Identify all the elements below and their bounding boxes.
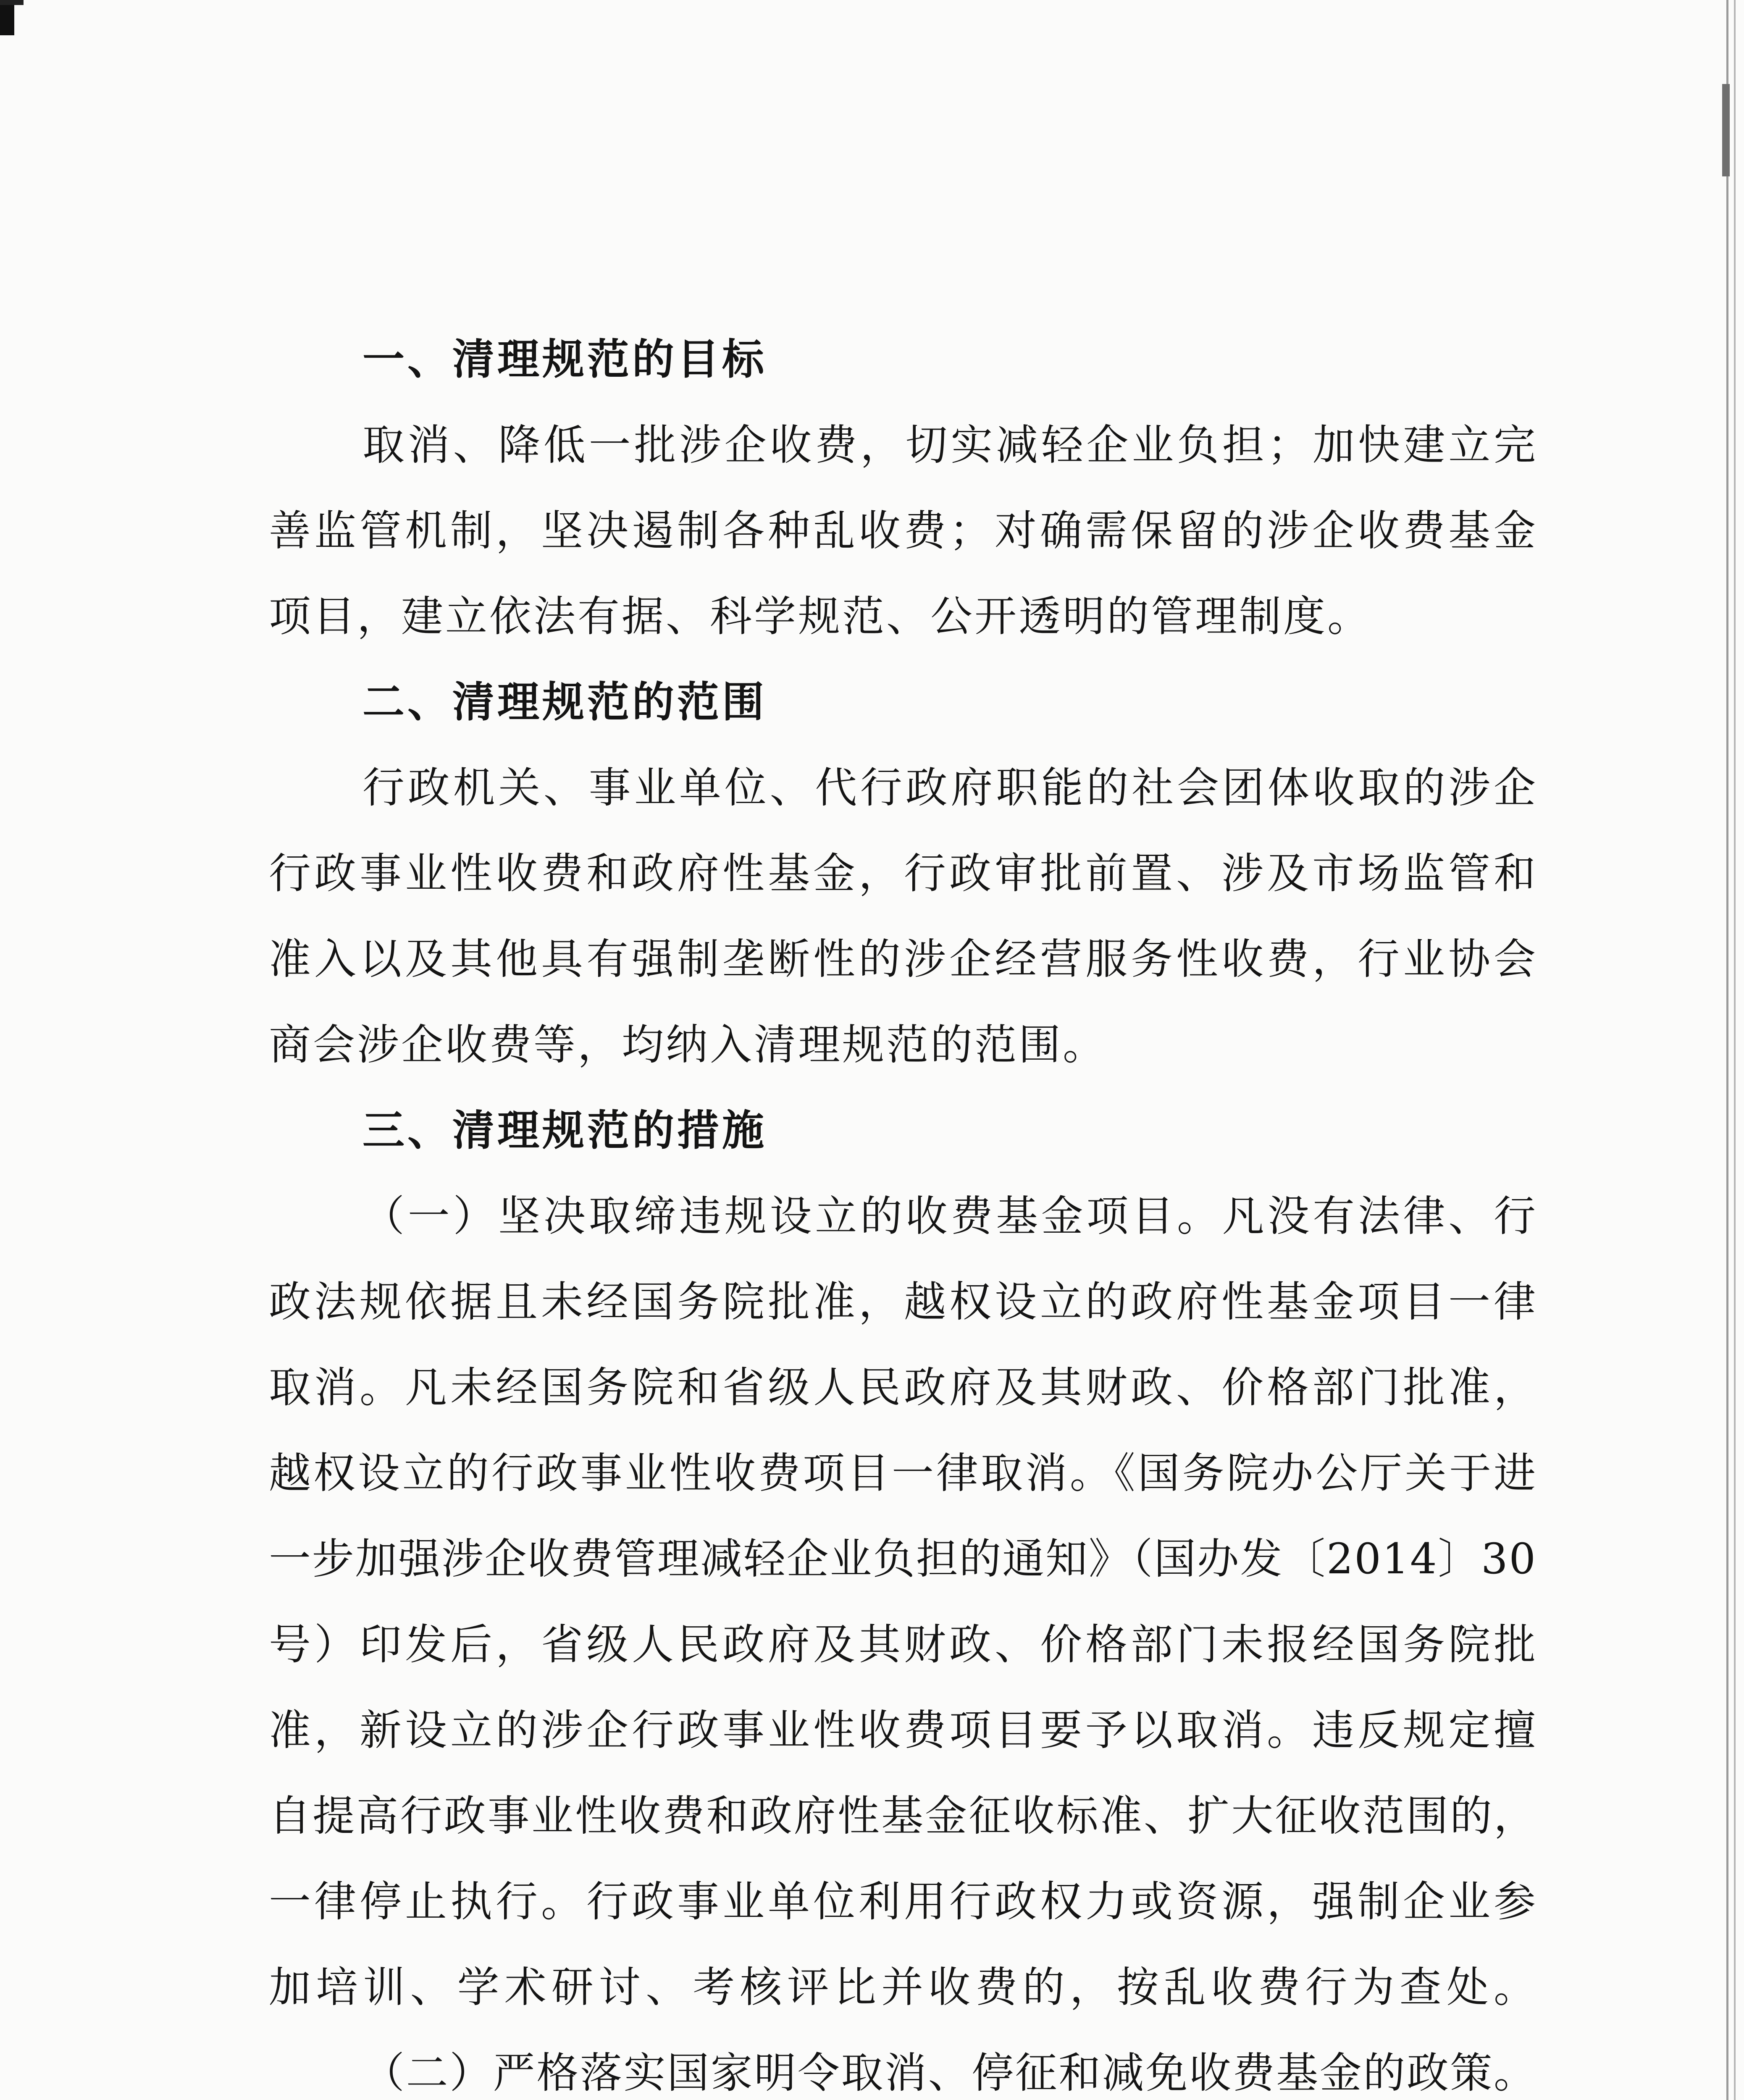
paragraph-line: 商会涉企收费等，均纳入清理规范的范围。: [269, 1020, 1107, 1069]
paragraph-line: 准入以及其他具有强制垄断性的涉企经营服务性收费，行业协会: [269, 934, 1539, 984]
scan-corner-mark: [0, 0, 14, 35]
paragraph-line: 准，新设立的涉企行政事业性收费项目要予以取消。违反规定擅: [269, 1706, 1539, 1755]
paragraph-line: （一）坚决取缔违规设立的收费基金项目。凡没有法律、行: [362, 1192, 1539, 1241]
document-body: [269, 317, 1541, 2100]
paragraph-line: 善监管机制，坚决遏制各种乱收费；对确需保留的涉企收费基金: [269, 506, 1539, 555]
section-heading: 二、清理规范的范围: [362, 677, 767, 727]
paragraph-line: 一步加强涉企收费管理减轻企业负担的通知》（国办发〔2014〕30: [269, 1534, 1537, 1583]
scan-right-edge-shadow: [1722, 84, 1730, 176]
paragraph-line: 号）印发后，省级人民政府及其财政、价格部门未报经国务院批: [269, 1620, 1539, 1669]
paragraph-line: 取消、降低一批涉企收费，切实减轻企业负担；加快建立完: [362, 420, 1539, 470]
paragraph-line: 加培训、学术研讨、考核评比并收费的，按乱收费行为查处。: [269, 1963, 1541, 2012]
paragraph-line: （二）严格落实国家明令取消、停征和减免收费基金的政策。: [362, 2048, 1537, 2097]
paragraph-line: 一律停止执行。行政事业单位利用行政权力或资源，强制企业参: [269, 1877, 1539, 1926]
paragraph-line: 越权设立的行政事业性收费项目一律取消。《国务院办公厅关于进: [269, 1449, 1538, 1498]
paragraph-line: 行政事业性收费和政府性基金，行政审批前置、涉及市场监管和: [269, 849, 1539, 898]
section-heading: 三、清理规范的措施: [362, 1106, 767, 1155]
scan-corner-mark: [0, 0, 24, 5]
paragraph-line: 取消。凡未经国务院和省级人民政府及其财政、价格部门批准，: [269, 1363, 1539, 1412]
scan-right-edge: [1726, 0, 1728, 2100]
paragraph-line: 项目，建立依法有据、科学规范、公开透明的管理制度。: [269, 592, 1371, 641]
paragraph-line: 政法规依据且未经国务院批准，越权设立的政府性基金项目一律: [269, 1277, 1539, 1326]
paragraph-line: 行政机关、事业单位、代行政府职能的社会团体收取的涉企: [362, 763, 1539, 812]
scan-right-edge: [1734, 0, 1736, 2100]
paragraph-line: 自提高行政事业性收费和政府性基金征收标准、扩大征收范围的，: [269, 1791, 1538, 1840]
section-heading: 一、清理规范的目标: [362, 335, 767, 384]
